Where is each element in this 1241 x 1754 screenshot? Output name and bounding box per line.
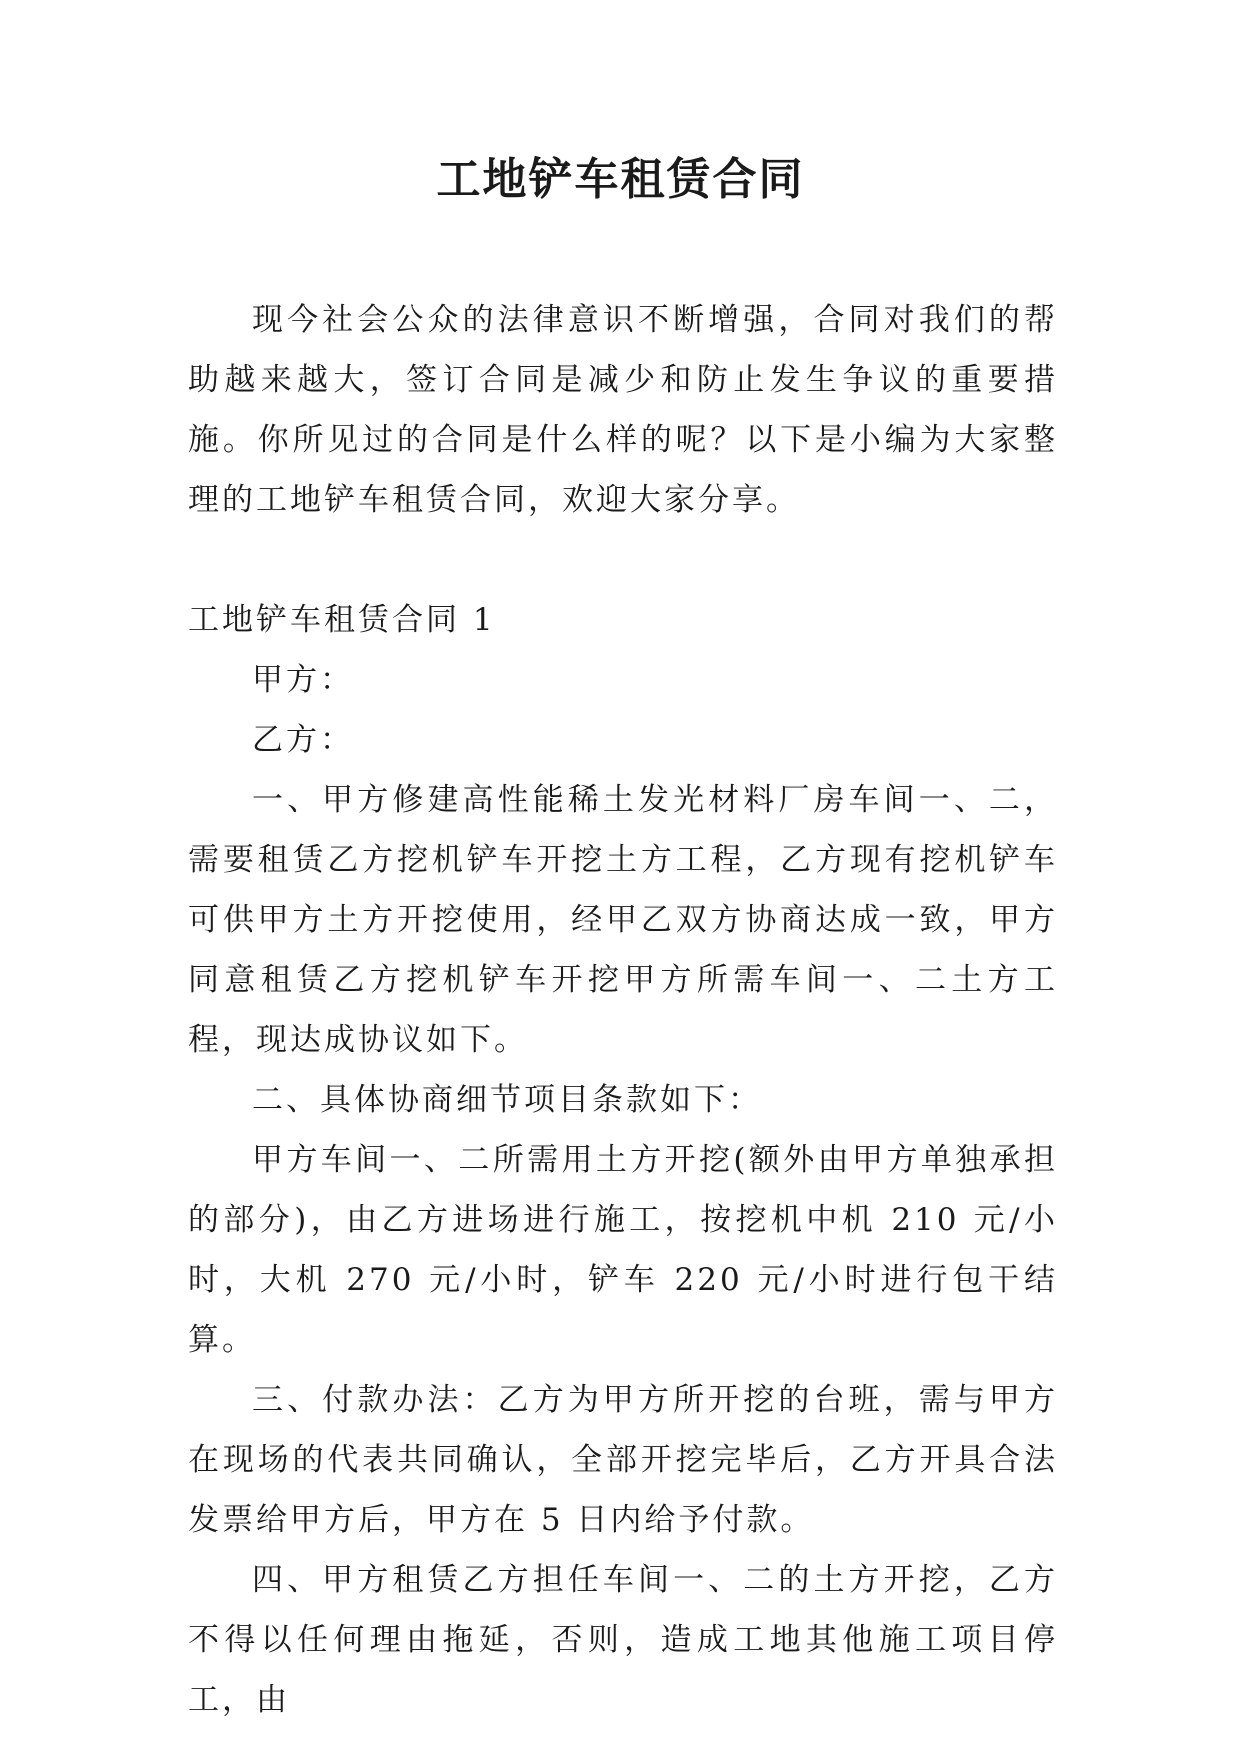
clause-1-paragraph: 一、甲方修建高性能稀土发光材料厂房车间一、二，需要租赁乙方挖机铲车开挖土方工程，乙方现有挖机铲车可供甲方土方开挖使用，经甲乙双方协商达成一致，甲方同意租赁乙方挖机铲车开挖甲方所需车间一、二土方工程，现达成协议如下。 xyxy=(188,782,1058,1058)
clause-2-detail-paragraph: 甲方车间一、二所需用土方开挖(额外由甲方单独承担的部分)，由乙方进场进行施工，按挖机中机 210 元/小时，大机 270 元/小时，铲车 220 元/小时进行包干结算。 xyxy=(188,1142,1058,1358)
document-body xyxy=(188,290,1058,1730)
clause-4-paragraph: 四、甲方租赁乙方担任车间一、二的土方开挖，乙方不得以任何理由拖延，否则，造成工地其他施工项目停工，由 xyxy=(188,1562,1058,1718)
document-title: 工地铲车租赁合同 xyxy=(436,154,805,205)
intro-paragraph: 现今社会公众的法律意识不断增强，合同对我们的帮助越来越大，签订合同是减少和防止发生争议的重要措施。你所见过的合同是什么样的呢？以下是小编为大家整理的工地铲车租赁合同，欢迎大家分享。 xyxy=(188,302,1058,518)
section-heading: 工地铲车租赁合同 1 xyxy=(188,602,496,638)
clause-3-paragraph: 三、付款办法：乙方为甲方所开挖的台班，需与甲方在现场的代表共同确认，全部开挖完毕后，乙方开具合法发票给甲方后，甲方在 5 日内给予付款。 xyxy=(188,1382,1058,1538)
party-b-line: 乙方： xyxy=(252,722,354,758)
party-a-line: 甲方： xyxy=(252,662,354,698)
clause-2-paragraph: 二、具体协商细节项目条款如下： xyxy=(252,1082,762,1118)
